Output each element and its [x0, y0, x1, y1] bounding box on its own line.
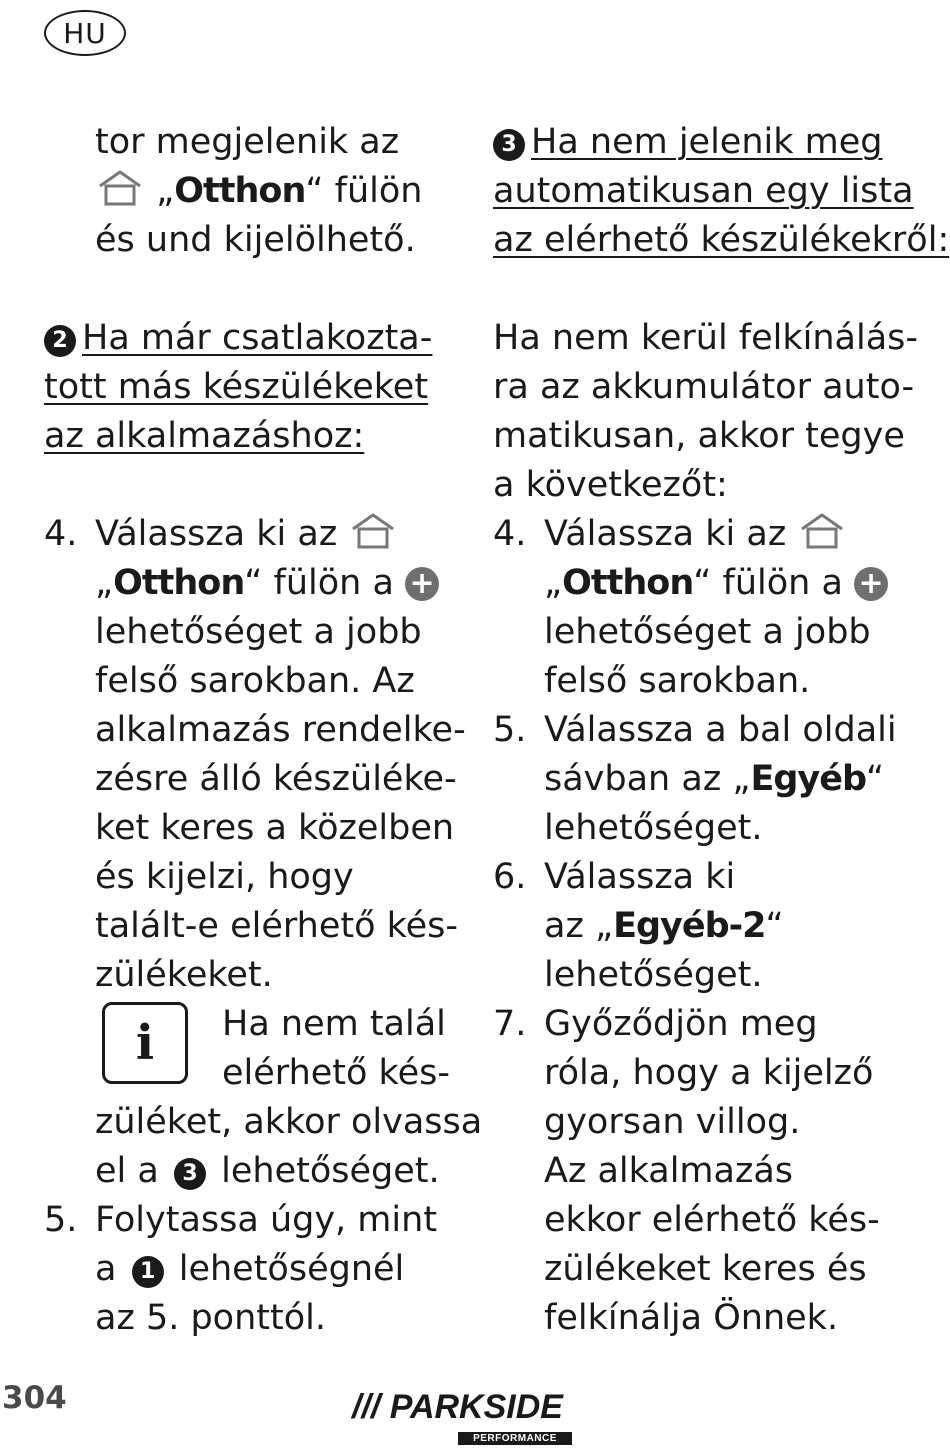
text-line: zülékeket keres és — [544, 1249, 867, 1289]
language-code: HU — [63, 16, 107, 50]
text-line: Az alkalmazás — [544, 1151, 794, 1191]
text-fragment: az „ — [544, 906, 614, 946]
text-line: lehetőséget. — [544, 955, 763, 995]
step-number: 5. — [44, 1200, 78, 1240]
text-line: talált-e elérhető kés- — [95, 906, 459, 946]
circled-number-3: 3 — [493, 129, 525, 161]
heading-line: tott más készülékeket — [44, 367, 429, 407]
text-line: az 5. ponttól. — [95, 1298, 326, 1338]
right-step-6 — [493, 853, 913, 1000]
continuation-text — [44, 118, 464, 265]
heading-line: Ha már csatlakozta- — [82, 318, 433, 358]
egyeb-option: Egyéb — [750, 759, 867, 799]
parkside-logo — [352, 1388, 578, 1448]
text-line: ekkor elérhető kés- — [544, 1200, 880, 1240]
right-column — [493, 118, 950, 1343]
text-line: zülékeket. — [95, 955, 273, 995]
text-line: züléket, akkor olvassa — [95, 1102, 483, 1142]
plus-circle-icon: + — [405, 567, 439, 601]
home-icon — [95, 168, 145, 208]
text-line: Ha nem kerül felkínálás- — [493, 318, 919, 358]
circled-number-3: 3 — [174, 1158, 206, 1190]
text-line: felkínálja Önnek. — [544, 1298, 839, 1338]
text-line — [95, 167, 464, 216]
text-line: a következőt: — [493, 465, 728, 505]
right-step-7 — [493, 1000, 913, 1343]
text-line: és kijelzi, hogy — [95, 857, 354, 897]
left-step-4 — [44, 510, 464, 1000]
text-fragment: lehetőséget. — [221, 1151, 440, 1191]
step-number: 7. — [493, 1004, 527, 1044]
text-line: ra az akkumulátor auto- — [493, 367, 915, 407]
section-2-heading — [44, 314, 464, 461]
step-number: 4. — [44, 514, 78, 554]
otthon-tab-name: Otthon — [113, 563, 245, 603]
info-note — [44, 1000, 483, 1196]
page-number: 304 — [2, 1380, 67, 1416]
brand-name: /// PARKSIDE — [352, 1388, 563, 1426]
info-icon: i — [102, 1002, 188, 1084]
home-icon — [797, 511, 847, 551]
text-line: felső sarokban. — [544, 661, 811, 701]
text-line: és und kijelölhető. — [95, 220, 416, 260]
text-line: róla, hogy a kijelző — [544, 1053, 874, 1093]
text-line: Győződjön meg — [544, 1004, 818, 1044]
text-fragment: “ — [765, 906, 784, 946]
brand-sub: PERFORMANCE — [458, 1432, 572, 1445]
heading-line: az elérhető készülékekről: — [493, 220, 950, 260]
right-step-4 — [493, 510, 913, 706]
text-line: alkalmazás rendelke- — [95, 710, 466, 750]
text-line: Ha nem talál — [222, 1004, 446, 1044]
text-fragment: el a — [95, 1151, 159, 1191]
circled-number-2: 2 — [44, 325, 76, 357]
text-fragment: lehetőségnél — [178, 1249, 405, 1289]
otthon-tab-name: Otthon — [562, 563, 694, 603]
text-line: ket keres a közelben — [95, 808, 455, 848]
text-line: elérhető kés- — [222, 1053, 450, 1093]
text-line: lehetőséget. — [544, 808, 763, 848]
text-line: lehetőséget a jobb — [95, 612, 422, 652]
text-line: zésre álló készüléke- — [95, 759, 457, 799]
intro-paragraph — [493, 314, 919, 510]
circled-number-1: 1 — [132, 1256, 164, 1288]
heading-line: Ha nem jelenik meg — [531, 122, 883, 162]
step-number: 5. — [493, 710, 527, 750]
text-line: Folytassa úgy, mint — [95, 1200, 438, 1240]
otthon-tab-name: Otthon — [174, 171, 306, 211]
section-3-heading — [493, 118, 950, 265]
quote-open: „ — [156, 171, 175, 211]
heading-line: automatikusan egy lista — [493, 171, 914, 211]
text-line: matikusan, akkor tegye — [493, 416, 905, 456]
step-number: 4. — [493, 514, 527, 554]
text-line: lehetőséget a jobb — [544, 612, 871, 652]
text-fragment: “ fülön — [305, 171, 423, 211]
text-fragment: sávban az „ — [544, 759, 751, 799]
plus-circle-icon: + — [854, 567, 888, 601]
language-badge — [44, 10, 126, 56]
right-step-5 — [493, 706, 913, 853]
heading-line: az alkalmazáshoz: — [44, 416, 365, 456]
home-icon — [348, 511, 398, 551]
text-line: Válassza a bal oldali — [544, 710, 897, 750]
text-line: felső sarokban. Az — [95, 661, 415, 701]
text-line: tor megjelenik az — [95, 122, 400, 162]
text-fragment: Válassza ki az — [544, 514, 787, 554]
text-fragment: “ — [866, 759, 885, 799]
text-fragment: “ fülön a — [244, 563, 394, 603]
text-fragment: “ fülön a — [693, 563, 843, 603]
quote-open: „ — [544, 563, 563, 603]
text-fragment: a — [95, 1249, 117, 1289]
text-line: Válassza ki — [544, 857, 736, 897]
quote-open: „ — [95, 563, 114, 603]
egyeb-2-option: Egyéb-2 — [613, 906, 766, 946]
left-step-5 — [44, 1196, 464, 1343]
text-fragment: Válassza ki az — [95, 514, 338, 554]
text-line: gyorsan villog. — [544, 1102, 801, 1142]
step-number: 6. — [493, 857, 527, 897]
left-column — [44, 118, 483, 1343]
